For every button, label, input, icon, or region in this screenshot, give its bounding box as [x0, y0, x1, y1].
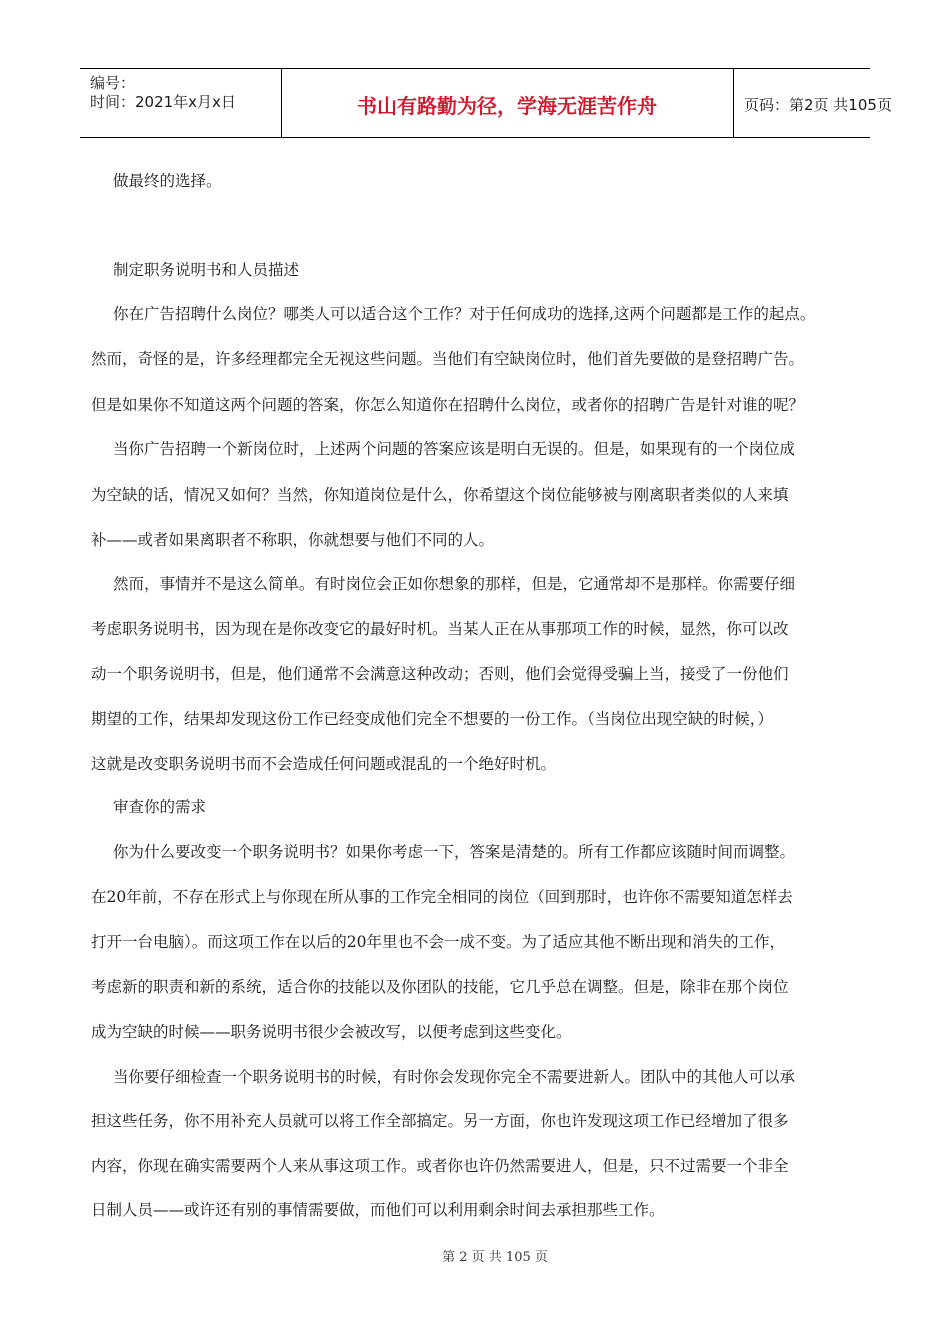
paragraph-line: 内容，你现在确实需要两个人来从事这项工作。或者你也许仍然需要进人，但是，只不过需要一个非全	[91, 1157, 789, 1175]
paragraph-line: 补——或者如果离职者不称职，你就想要与他们不同的人。	[91, 531, 495, 549]
paragraph-line: 担这些任务，你不用补充人员就可以将工作全部搞定。另一方面，你也许发现这项工作已经增加了很多	[91, 1112, 789, 1130]
header-motto-cell	[281, 69, 734, 137]
paragraph-line: 日制人员——或许还有别的事情需要做，而他们可以利用剩余时间去承担那些工作。	[91, 1201, 665, 1219]
page-footer: 第 2 页 共 105 页	[442, 1250, 548, 1265]
page-code: 页码：第2页 共105页	[744, 96, 892, 114]
paragraph-line: 这就是改变职务说明书而不会造成任何问题或混乱的一个绝好时机。	[91, 755, 557, 773]
header-meta-cell	[80, 69, 282, 137]
paragraph-line: 期望的工作，结果却发现这份工作已经变成他们完全不想要的一份工作。（当岗位出现空缺的时候，）	[91, 710, 774, 728]
paragraph-line: 但是如果你不知道这两个问题的答案，你怎么知道你在招聘什么岗位，或者你的招聘广告是针对谁的呢？	[91, 396, 805, 414]
motto-text: 书山有路勤为径，学海无涯苦作舟	[357, 94, 657, 118]
paragraph-line: 成为空缺的时候——职务说明书很少会被改写，以便考虑到这些变化。	[91, 1023, 572, 1041]
section-heading: 审查你的需求	[113, 798, 207, 816]
paragraph-line: 然而，事情并不是这么简单。有时岗位会正如你想象的那样，但是，它通常却不是那样。你需要仔细	[113, 575, 796, 593]
section-heading: 制定职务说明书和人员描述	[113, 261, 300, 279]
paragraph-line: 在20年前，不存在形式上与你现在所从事的工作完全相同的岗位（回到那时，也许你不需要知道怎样去	[91, 888, 793, 906]
paragraph-line: 然而，奇怪的是，许多经理都完全无视这些问题。当他们有空缺岗位时，他们首先要做的是登招聘广告。	[91, 350, 805, 368]
date-label: 时间：2021年x月x日	[90, 93, 236, 111]
paragraph-line: 你为什么要改变一个职务说明书？如果你考虑一下，答案是清楚的。所有工作都应该随时间而调整。	[113, 843, 796, 861]
paragraph-line: 打开一台电脑）。而这项工作在以后的20年里也不会一成不变。为了适应其他不断出现和消失的工作，	[91, 933, 785, 951]
paragraph-line: 考虑新的职责和新的系统，适合你的技能以及你团队的技能，它几乎总在调整。但是，除非在那个岗位	[91, 978, 789, 996]
header-page-cell	[734, 69, 892, 137]
serial-label: 编号：	[90, 74, 136, 92]
paragraph-line: 当你要仔细检查一个职务说明书的时候，有时你会发现你完全不需要进新人。团队中的其他人可以承	[113, 1068, 796, 1086]
paragraph-line: 做最终的选择。	[113, 172, 222, 190]
paragraph-line: 动一个职务说明书，但是，他们通常不会满意这种改动；否则，他们会觉得受骗上当，接受了一份他们	[91, 665, 789, 683]
paragraph-line: 考虑职务说明书，因为现在是你改变它的最好时机。当某人正在从事那项工作的时候，显然，你可以改	[91, 620, 789, 638]
page-header	[80, 68, 892, 138]
paragraph-line: 当你广告招聘一个新岗位时，上述两个问题的答案应该是明白无误的。但是，如果现有的一个岗位成	[113, 440, 796, 458]
paragraph-line: 你在广告招聘什么岗位？哪类人可以适合这个工作？对于任何成功的选择,这两个问题都是工作的起点。	[113, 305, 816, 323]
paragraph-line: 为空缺的话，情况又如何？当然，你知道岗位是什么，你希望这个岗位能够被与刚离职者类似的人来填	[91, 486, 789, 504]
